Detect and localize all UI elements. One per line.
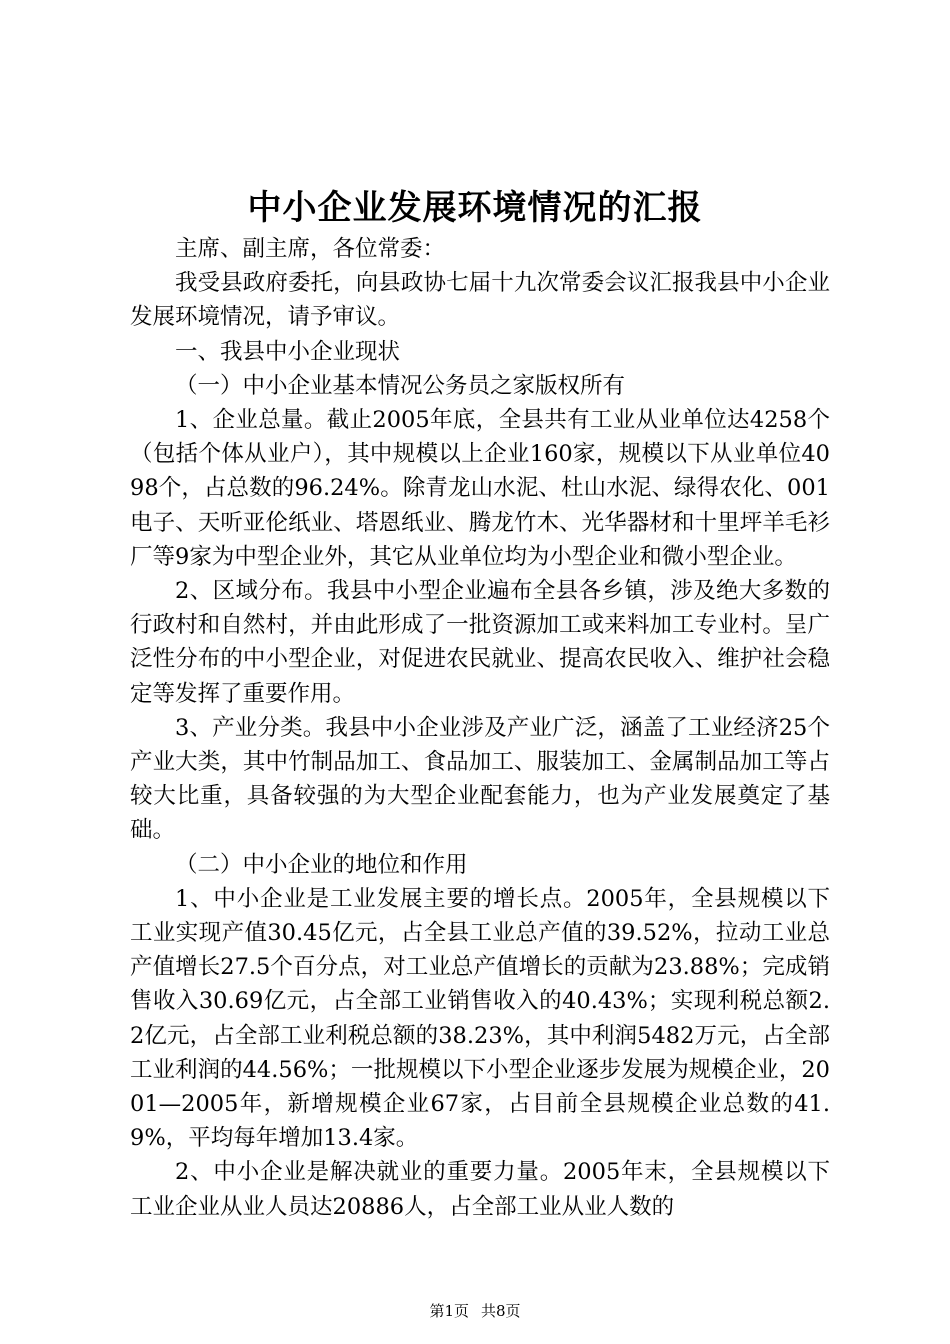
paragraph-employment: 2、中小企业是解决就业的重要力量。2005年末，全县规模以下工业企业从业人员达20886人，占全部工业从业人数的 xyxy=(130,1159,830,1220)
subsection-heading-2: （二）中小企业的地位和作用 xyxy=(175,851,468,878)
section-heading-1: 一、我县中小企业现状 xyxy=(175,338,401,365)
paragraph-regional-distribution: 2、区域分布。我县中小型企业遍布全县各乡镇，涉及绝大多数的行政村和自然村，并由此形成了一批资源加工或来料加工专业村。呈广泛性分布的中小型企业，对促进农民就业、提高农民收入、维护社会稳定等发挥了重要作用。 xyxy=(130,578,830,707)
document-body xyxy=(130,232,830,1224)
document-title: 中小企业发展环境情况的汇报 xyxy=(247,188,703,228)
paragraph-industry-classification: 3、产业分类。我县中小企业涉及产业广泛，涵盖了工业经济25个产业大类，其中竹制品加工、食品加工、服装加工、金属制品加工等占较大比重，具备较强的为大型企业配套能力，也为产业发展奠定了基础。 xyxy=(130,714,830,844)
subsection-heading-1: （一）中小企业基本情况公务员之家版权所有 xyxy=(175,372,626,399)
page-total: 共8页 xyxy=(481,1302,521,1320)
paragraph-enterprise-total: 1、企业总量。截止2005年底，全县共有工业从业单位达4258个（包括个体从业户），其中规模以上企业160家，规模以下从业单位4098个，占总数的96.24%。除青龙山水泥、杜山水泥、绿得农化、001电子、天听亚伦纸业、塔恩纸业、腾龙竹木、光华器材和十里坪羊毛衫厂等9家为中型企业外，其它从业单位均为小型企业和微小型企业。 xyxy=(130,407,830,570)
intro-paragraph: 我受县政府委托，向县政协七届十九次常委会议汇报我县中小企业发展环境情况，请予审议。 xyxy=(130,270,830,331)
paragraph-growth-point: 1、中小企业是工业发展主要的增长点。2005年，全县规模以下工业实现产值30.45亿元，占全县工业总产值的39.52%，拉动工业总产值增长27.5个百分点，对工业总产值增长的贡献为23.88%；完成销售收入30.69亿元，占全部工业销售收入的40.43%；实现利税总额2.2亿元，占全部工业利税总额的38.23%，其中利润5482万元，占全部工业利润的44.56%；一批规模以下小型企业逐步发展为规模企业，2001—2005年，新增规模企业67家，占目前全县规模企业总数的41.9%，平均每年增加13.4家。 xyxy=(130,885,830,1152)
page-footer xyxy=(0,1300,950,1322)
salutation: 主席、副主席，各位常委： xyxy=(175,236,446,262)
page-number: 第1页 xyxy=(429,1302,469,1320)
